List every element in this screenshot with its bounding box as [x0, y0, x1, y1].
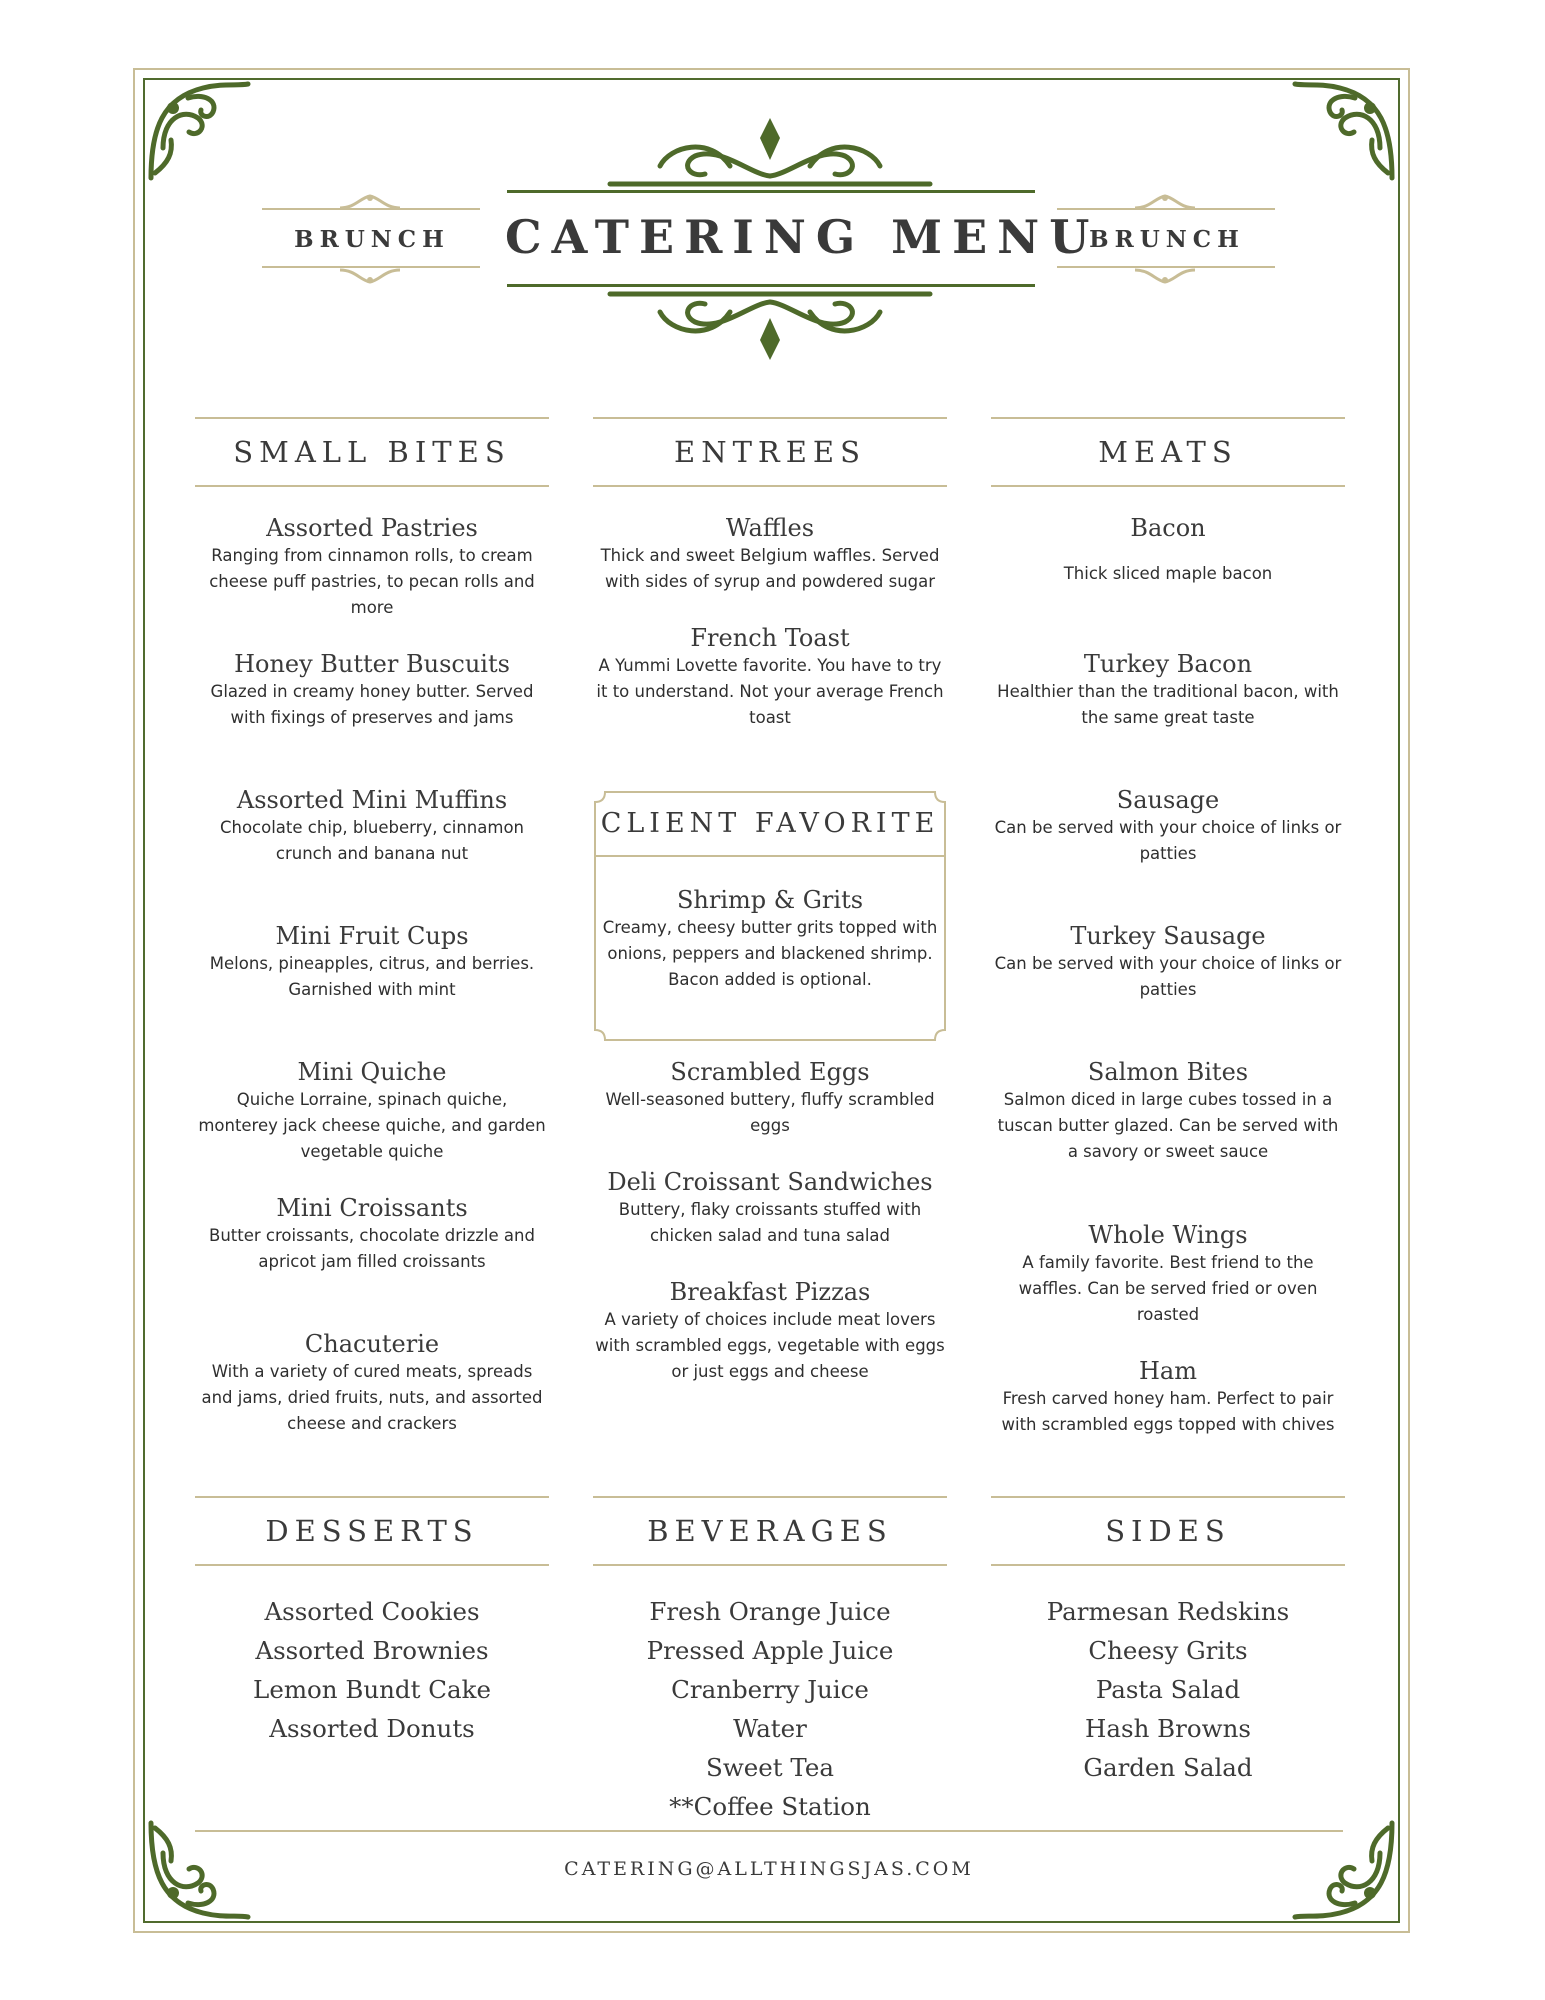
gold-ornament-icon	[335, 268, 405, 284]
section-heading-desserts: DESSERTS	[195, 1496, 549, 1566]
item-description: A variety of choices include meat lovers with scrambled eggs, vegetable with eggs or just eggs and cheese	[595, 1310, 945, 1381]
section-heading-entrees: ENTREES	[593, 417, 947, 487]
section-heading-small-bites: SMALL BITES	[195, 417, 549, 487]
item-name: Assorted Pastries	[266, 514, 478, 542]
section-heading-meats: MEATS	[991, 417, 1345, 487]
item-name: Honey Butter Buscuits	[234, 650, 510, 678]
meats-section	[991, 417, 1345, 1467]
item-description: A family favorite. Best friend to the waffles. Can be served fried or oven roasted	[1018, 1253, 1318, 1324]
item-description: Buttery, flaky croissants stuffed with chicken salad and tuna salad	[618, 1200, 922, 1245]
menu-item	[991, 921, 1345, 1003]
sides-list	[991, 1592, 1345, 1787]
item-name: Assorted Mini Muffins	[236, 786, 508, 814]
list-item: Assorted Donuts	[269, 1714, 475, 1743]
client-favorite-heading: CLIENT FAVORITE	[600, 807, 940, 839]
item-name: Scrambled Eggs	[670, 1058, 870, 1086]
menu-item	[195, 513, 549, 621]
list-item: Assorted Cookies	[264, 1597, 480, 1626]
item-description: Can be served with your choice of links or patties	[994, 818, 1342, 863]
menu-item	[195, 785, 549, 867]
item-name: Turkey Sausage	[1070, 922, 1266, 950]
item-name: Salmon Bites	[1087, 1058, 1249, 1086]
list-item: Cheesy Grits	[1088, 1636, 1248, 1665]
item-description: Quiche Lorraine, spinach quiche, monterey jack cheese quiche, and garden vegetable quiche	[198, 1090, 546, 1161]
list-item: Fresh Orange Juice	[649, 1597, 891, 1626]
menu-item	[991, 785, 1345, 867]
menu-item	[991, 649, 1345, 731]
menu-item	[593, 1277, 947, 1385]
menu-item	[195, 1329, 549, 1437]
item-description: Thick and sweet Belgium waffles. Served with sides of syrup and powdered sugar	[600, 546, 940, 591]
menu-item	[991, 513, 1345, 587]
item-description: Fresh carved honey ham. Perfect to pair with scrambled eggs topped with chives	[1001, 1389, 1335, 1434]
menu-item	[593, 1167, 947, 1249]
menu-item	[593, 623, 947, 731]
item-description: Ranging from cinnamon rolls, to cream cheese puff pastries, to pecan rolls and more	[209, 546, 535, 617]
menu-item	[195, 921, 549, 1003]
sides-section	[991, 1496, 1345, 1816]
menu-item	[195, 1057, 549, 1165]
entrees-section	[593, 417, 947, 1467]
list-item: Hash Browns	[1085, 1714, 1251, 1743]
list-item: Pasta Salad	[1095, 1675, 1241, 1704]
item-name: Mini Fruit Cups	[275, 922, 469, 950]
menu-item	[195, 1193, 549, 1275]
title-bottom-flourish-icon	[600, 290, 940, 362]
item-description: With a variety of cured meats, spreads and jams, dried fruits, nuts, and assorted cheese and crackers	[201, 1362, 543, 1433]
item-description: Salmon diced in large cubes tossed in a tuscan butter glazed. Can be served with a savory or sweet sauce	[997, 1090, 1339, 1161]
list-item: Lemon Bundt Cake	[253, 1675, 491, 1704]
menu-item	[991, 1220, 1345, 1328]
item-name: Ham	[1139, 1357, 1197, 1385]
list-item: Water	[733, 1714, 807, 1743]
item-name: Whole Wings	[1088, 1221, 1248, 1249]
item-name: Waffles	[725, 514, 815, 542]
desserts-list	[195, 1592, 549, 1748]
item-name: Sausage	[1116, 786, 1220, 814]
item-name: Mini Quiche	[297, 1058, 447, 1086]
item-description: Melons, pineapples, citrus, and berries. Garnished with mint	[209, 954, 535, 999]
item-name: Shrimp & Grits	[676, 886, 864, 914]
section-heading-beverages: BEVERAGES	[593, 1496, 947, 1566]
menu-item	[593, 1057, 947, 1139]
corner-flourish-icon	[143, 78, 253, 188]
page-title: CATERING MENU	[505, 210, 1100, 264]
beverages-list	[593, 1592, 947, 1826]
gold-ornament-icon	[1130, 268, 1200, 284]
list-item: **Coffee Station	[669, 1792, 871, 1821]
item-description: Creamy, cheesy butter grits topped with onions, peppers and blackened shrimp. Bacon added is optional.	[602, 918, 938, 989]
brunch-tag-left: BRUNCH	[294, 226, 450, 253]
item-name: Bacon	[1130, 514, 1206, 542]
footer-rule	[195, 1830, 1343, 1832]
item-name: Mini Croissants	[276, 1194, 468, 1222]
item-description: A Yummi Lovette favorite. You have to try it to understand. Not your average French toast	[596, 656, 944, 727]
item-description: Well-seasoned buttery, fluffy scrambled eggs	[605, 1090, 935, 1135]
list-item: Sweet Tea	[706, 1753, 834, 1782]
menu-item	[991, 1057, 1345, 1165]
item-description: Thick sliced maple bacon	[1063, 564, 1273, 583]
list-item: Assorted Brownies	[255, 1636, 489, 1665]
desserts-section	[195, 1496, 549, 1816]
item-name: Turkey Bacon	[1083, 650, 1253, 678]
item-description: Chocolate chip, blueberry, cinnamon crunch and banana nut	[219, 818, 524, 863]
list-item: Pressed Apple Juice	[646, 1636, 894, 1665]
menu-item	[593, 885, 947, 993]
footer-email[interactable]: CATERING@ALLTHINGSJAS.COM	[564, 1858, 974, 1880]
item-name: Breakfast Pizzas	[669, 1278, 871, 1306]
title-top-rule	[507, 190, 1035, 193]
client-favorite-box	[593, 790, 947, 1042]
item-description: Can be served with your choice of links or patties	[994, 954, 1342, 999]
brunch-tag-right: BRUNCH	[1089, 226, 1245, 253]
item-name: Deli Croissant Sandwiches	[607, 1168, 933, 1196]
item-name: Chacuterie	[304, 1330, 440, 1358]
menu-item	[593, 513, 947, 595]
item-description: Butter croissants, chocolate drizzle and apricot jam filled croissants	[209, 1226, 535, 1271]
menu-item	[991, 1356, 1345, 1438]
small-bites-section	[195, 417, 549, 1467]
beverages-section	[593, 1496, 947, 1826]
title-bottom-rule	[507, 284, 1035, 287]
title-top-flourish-icon	[600, 116, 940, 188]
list-item: Garden Salad	[1083, 1753, 1253, 1782]
item-description: Glazed in creamy honey butter. Served with fixings of preserves and jams	[210, 682, 534, 727]
item-name: French Toast	[690, 624, 850, 652]
item-description: Healthier than the traditional bacon, with the same great taste	[997, 682, 1339, 727]
menu-item	[195, 649, 549, 731]
list-item: Parmesan Redskins	[1046, 1597, 1290, 1626]
section-heading-sides: SIDES	[991, 1496, 1345, 1566]
list-item: Cranberry Juice	[671, 1675, 869, 1704]
brunch-left-top-rule	[262, 208, 480, 210]
corner-flourish-icon	[1290, 78, 1400, 188]
